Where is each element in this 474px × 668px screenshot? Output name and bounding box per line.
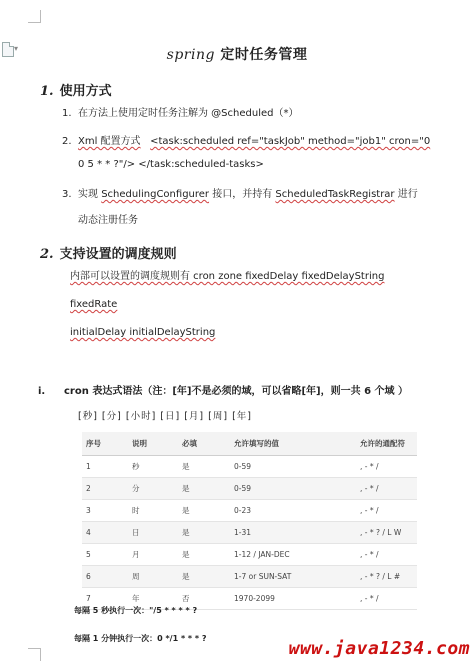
- list-item: [62, 135, 430, 149]
- watermark: www.java1234.com: [288, 638, 470, 659]
- table-cell: 1-7 or SUN-SAT: [230, 566, 356, 588]
- subsection-title: cron 表达式语法（注：[年]不是必须的域，可以省略[年]，则一共 6 个域 ）: [64, 386, 409, 397]
- list-item-continued: [78, 214, 138, 228]
- table-cell: 2: [82, 478, 128, 500]
- table-cell: , - * ? / L W: [356, 522, 417, 544]
- list-text: <task:scheduled ref="taskJob" method="job1" cron="0: [150, 136, 431, 147]
- table-row: [82, 478, 417, 500]
- paragraph-line: [70, 298, 117, 312]
- table-cell: 0-23: [230, 500, 356, 522]
- table-cell: , - * /: [356, 456, 417, 478]
- list-text: ScheduledTaskRegistrar: [275, 189, 395, 200]
- table-header: 必填: [178, 432, 230, 456]
- list-text: 进行: [397, 189, 418, 200]
- table-header: 允许填写的值: [230, 432, 356, 456]
- table-cell: 年: [128, 588, 178, 610]
- table-cell: 分: [128, 478, 178, 500]
- table-cell: 4: [82, 522, 128, 544]
- table-cell: 是: [178, 478, 230, 500]
- paragraph-text: fixedRate: [70, 299, 118, 310]
- table-cell: 7: [82, 588, 128, 610]
- title-zh: 定时任务管理: [220, 47, 308, 63]
- list-item: [62, 107, 298, 121]
- cron-fields: [秒] [分] [小时] [日] [月] [周] [年]: [78, 411, 253, 422]
- table-cell: , - * /: [356, 500, 417, 522]
- table-cell: 周: [128, 566, 178, 588]
- table-cell: 5: [82, 544, 128, 566]
- table-header: 说明: [128, 432, 178, 456]
- table-cell: 1-12 / JAN-DEC: [230, 544, 356, 566]
- table-cell: , - * ? / L #: [356, 566, 417, 588]
- cron-table: [82, 432, 417, 610]
- list-text: 0 5 * * ?"/> </task:scheduled-tasks>: [78, 159, 264, 170]
- list-item: [62, 188, 418, 202]
- list-number: 3.: [62, 189, 72, 200]
- table-cell: 时: [128, 500, 178, 522]
- table-row: [82, 566, 417, 588]
- subsection-heading-cron: [38, 382, 408, 397]
- list-text: 实现: [78, 189, 98, 200]
- table-cell: 6: [82, 566, 128, 588]
- table-header: 序号: [82, 432, 128, 456]
- example-line: 每隔 5 秒执行一次："/5 * * * * ?: [74, 606, 198, 615]
- list-text: SchedulingConfigurer: [101, 189, 210, 200]
- list-text: 动态注册任务: [78, 215, 138, 226]
- section-title: 支持设置的调度规则: [59, 247, 177, 262]
- table-cell: , - * /: [356, 588, 417, 610]
- chevron-down-icon: ▾: [14, 44, 19, 53]
- table-cell: 秒: [128, 456, 178, 478]
- table-cell: 日: [128, 522, 178, 544]
- table-row: [82, 544, 417, 566]
- section-number: 2.: [40, 247, 54, 262]
- table-cell: 是: [178, 566, 230, 588]
- list-number: 2.: [62, 136, 72, 147]
- table-cell: 1-31: [230, 522, 356, 544]
- section-number: 1.: [40, 84, 54, 99]
- table-cell: , - * /: [356, 544, 417, 566]
- table-cell: 是: [178, 456, 230, 478]
- table-cell: 0-59: [230, 478, 356, 500]
- table-cell: 月: [128, 544, 178, 566]
- list-text: 在方法上使用定时任务注解为 @Scheduled（*）: [78, 108, 299, 119]
- table-cell: 1970-2099: [230, 588, 356, 610]
- table-cell: 3: [82, 500, 128, 522]
- table-row: [82, 500, 417, 522]
- paragraph-text: 内部可以设置的调度规则有 cron zone fixedDelay fixedDelayString: [70, 271, 385, 282]
- table-header: 允许的通配符: [356, 432, 417, 456]
- table-header-row: [82, 432, 417, 456]
- example-line: 每隔 1 分钟执行一次：0 */1 * * * ?: [74, 634, 207, 643]
- section-title: 使用方式: [59, 84, 112, 99]
- table-cell: 是: [178, 544, 230, 566]
- subsection-number: i.: [38, 386, 46, 397]
- margin-mark-top: [28, 10, 41, 23]
- table-cell: 1: [82, 456, 128, 478]
- section-heading-usage: [40, 80, 112, 99]
- title-en: spring: [166, 47, 215, 63]
- table-cell: 是: [178, 522, 230, 544]
- page-title: [0, 44, 474, 64]
- table-cell: , - * /: [356, 478, 417, 500]
- table-cell: 0-59: [230, 456, 356, 478]
- list-text: 接口，并持有: [212, 189, 273, 200]
- section-heading-rules: [40, 243, 177, 262]
- list-item-continued: [78, 158, 264, 172]
- list-text: Xml 配置方式: [78, 136, 141, 147]
- table-cell: 是: [178, 500, 230, 522]
- table-row: [82, 456, 417, 478]
- margin-mark-bottom: [28, 648, 41, 661]
- paragraph-text: initialDelay initialDelayString: [70, 327, 216, 338]
- list-number: 1.: [62, 108, 72, 119]
- table-row: [82, 522, 417, 544]
- paragraph-line: [70, 326, 215, 340]
- paragraph-line: [70, 270, 384, 284]
- table-cell: 否: [178, 588, 230, 610]
